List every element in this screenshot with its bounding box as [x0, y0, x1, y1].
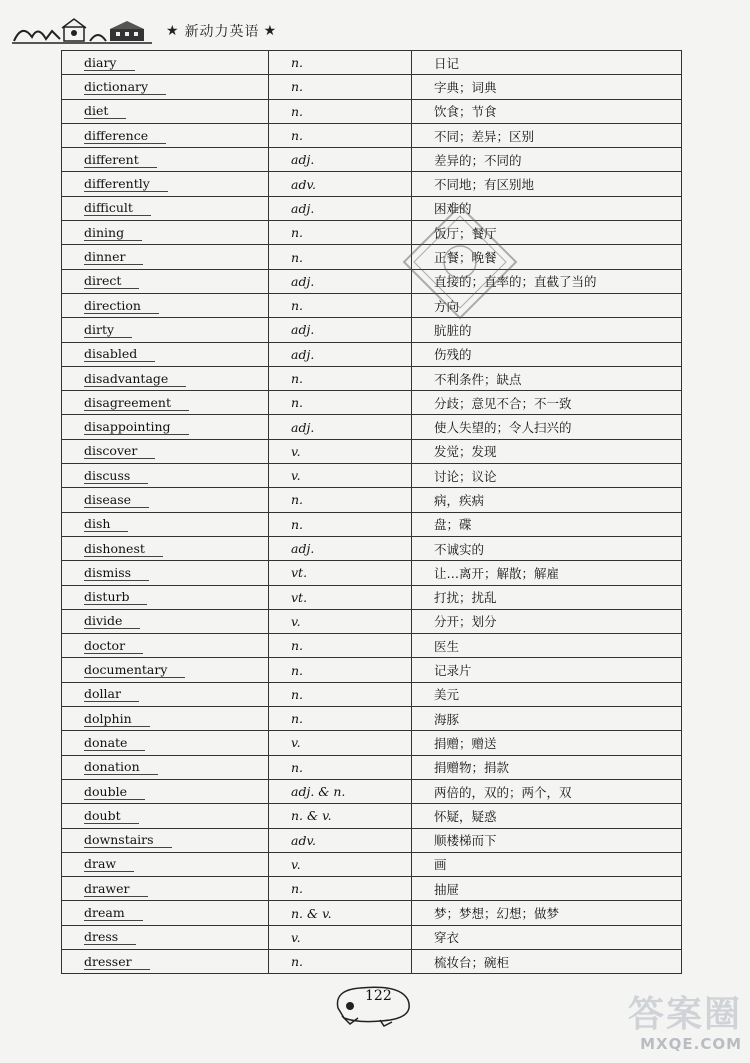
part-of-speech-cell: n. — [269, 123, 412, 147]
word-text: donate — [84, 736, 145, 751]
meaning-cell: 分开；划分 — [412, 609, 682, 633]
word-cell — [62, 877, 269, 901]
table-row — [62, 828, 682, 852]
table-row — [62, 51, 682, 75]
word-text: direction — [84, 299, 159, 314]
meaning-cell: 画 — [412, 852, 682, 876]
word-text: dirty — [84, 323, 132, 338]
meaning-cell: 字典；词典 — [412, 75, 682, 99]
table-row — [62, 196, 682, 220]
table-row — [62, 609, 682, 633]
meaning-cell: 海豚 — [412, 707, 682, 731]
part-of-speech-cell: v. — [269, 439, 412, 463]
table-row — [62, 245, 682, 269]
part-of-speech-cell: n. — [269, 221, 412, 245]
word-text: dismiss — [84, 566, 149, 581]
word-cell — [62, 439, 269, 463]
word-text: discuss — [84, 469, 148, 484]
part-of-speech-cell: n. — [269, 391, 412, 415]
table-row — [62, 366, 682, 390]
part-of-speech-cell: v. — [269, 609, 412, 633]
word-cell — [62, 512, 269, 536]
meaning-cell: 抽屉 — [412, 877, 682, 901]
table-row — [62, 731, 682, 755]
word-text: dish — [84, 517, 128, 532]
table-row — [62, 512, 682, 536]
meaning-cell: 顺楼梯而下 — [412, 828, 682, 852]
part-of-speech-cell: vt. — [269, 561, 412, 585]
meaning-cell: 使人失望的；令人扫兴的 — [412, 415, 682, 439]
meaning-cell: 正餐；晚餐 — [412, 245, 682, 269]
table-row — [62, 682, 682, 706]
word-text: dollar — [84, 687, 139, 702]
table-row — [62, 852, 682, 876]
part-of-speech-cell: adj. — [269, 269, 412, 293]
meaning-cell: 方向 — [412, 293, 682, 317]
table-row — [62, 585, 682, 609]
page-header — [12, 16, 312, 46]
star-icon: ★ — [263, 23, 277, 39]
meaning-cell: 肮脏的 — [412, 318, 682, 342]
table-row — [62, 172, 682, 196]
table-row — [62, 488, 682, 512]
part-of-speech-cell: adj. — [269, 196, 412, 220]
word-text: disabled — [84, 347, 155, 362]
word-text: documentary — [84, 663, 185, 678]
part-of-speech-cell: n. — [269, 245, 412, 269]
word-cell — [62, 779, 269, 803]
meaning-cell: 讨论；议论 — [412, 464, 682, 488]
part-of-speech-cell: adj. — [269, 415, 412, 439]
table-row — [62, 901, 682, 925]
meaning-cell: 直接的；直率的；直截了当的 — [412, 269, 682, 293]
word-text: drawer — [84, 882, 148, 897]
meaning-cell: 不利条件；缺点 — [412, 366, 682, 390]
part-of-speech-cell: adv. — [269, 828, 412, 852]
word-text: dinner — [84, 250, 143, 265]
word-text: double — [84, 785, 145, 800]
watermark-logo-text: 答案圈 — [627, 994, 742, 1035]
word-cell — [62, 269, 269, 293]
watermark-url: MXQE.COM — [640, 1035, 742, 1053]
page-footer — [330, 978, 420, 1028]
part-of-speech-cell: v. — [269, 925, 412, 949]
table-row — [62, 634, 682, 658]
word-text: doctor — [84, 639, 143, 654]
word-text: disturb — [84, 590, 147, 605]
word-cell — [62, 75, 269, 99]
part-of-speech-cell: n. — [269, 755, 412, 779]
word-cell — [62, 293, 269, 317]
table-row — [62, 123, 682, 147]
meaning-cell: 不同地；有区别地 — [412, 172, 682, 196]
word-text: divide — [84, 614, 140, 629]
meaning-cell: 梳妆台；碗柜 — [412, 949, 682, 973]
table-row — [62, 269, 682, 293]
word-cell — [62, 828, 269, 852]
word-cell — [62, 464, 269, 488]
cartoon-dog-icon — [330, 978, 420, 1032]
star-icon: ★ — [166, 23, 179, 39]
table-row — [62, 439, 682, 463]
table-row — [62, 707, 682, 731]
word-text: differently — [84, 177, 168, 192]
part-of-speech-cell: n. & v. — [269, 901, 412, 925]
word-text: dictionary — [84, 80, 166, 95]
table-row — [62, 318, 682, 342]
word-cell — [62, 51, 269, 75]
part-of-speech-cell: n. — [269, 512, 412, 536]
word-text: dining — [84, 226, 142, 241]
word-cell — [62, 123, 269, 147]
word-cell — [62, 318, 269, 342]
word-cell — [62, 221, 269, 245]
word-text: draw — [84, 857, 134, 872]
word-text: direct — [84, 274, 139, 289]
meaning-cell: 捐赠物；捐款 — [412, 755, 682, 779]
meaning-cell: 两倍的，双的；两个，双 — [412, 779, 682, 803]
meaning-cell: 不诚实的 — [412, 536, 682, 560]
meaning-cell: 差异的；不同的 — [412, 148, 682, 172]
word-cell — [62, 609, 269, 633]
meaning-cell: 梦；梦想；幻想；做梦 — [412, 901, 682, 925]
word-text: dream — [84, 906, 143, 921]
meaning-cell: 美元 — [412, 682, 682, 706]
table-row — [62, 75, 682, 99]
table-row — [62, 342, 682, 366]
word-text: difference — [84, 129, 166, 144]
table-row — [62, 99, 682, 123]
page-number: 122 — [365, 988, 392, 1004]
meaning-cell: 困难的 — [412, 196, 682, 220]
site-watermark — [602, 995, 742, 1057]
vocabulary-table — [61, 50, 682, 974]
word-text: discover — [84, 444, 155, 459]
part-of-speech-cell: v. — [269, 731, 412, 755]
part-of-speech-cell: n. — [269, 488, 412, 512]
word-cell — [62, 634, 269, 658]
word-text: dolphin — [84, 712, 150, 727]
part-of-speech-cell: adj. — [269, 148, 412, 172]
meaning-cell: 病，疾病 — [412, 488, 682, 512]
word-text: disease — [84, 493, 149, 508]
table-row — [62, 148, 682, 172]
part-of-speech-cell: v. — [269, 852, 412, 876]
meaning-cell: 记录片 — [412, 658, 682, 682]
part-of-speech-cell: n. — [269, 658, 412, 682]
part-of-speech-cell: adj. — [269, 342, 412, 366]
part-of-speech-cell: n. — [269, 682, 412, 706]
meaning-cell: 盘；碟 — [412, 512, 682, 536]
word-cell — [62, 901, 269, 925]
meaning-cell: 伤残的 — [412, 342, 682, 366]
word-cell — [62, 658, 269, 682]
word-cell — [62, 245, 269, 269]
meaning-cell: 打扰；扰乱 — [412, 585, 682, 609]
table-row — [62, 391, 682, 415]
meaning-cell: 饭厅；餐厅 — [412, 221, 682, 245]
part-of-speech-cell: adj. — [269, 536, 412, 560]
word-cell — [62, 415, 269, 439]
word-cell — [62, 731, 269, 755]
table-row — [62, 804, 682, 828]
word-cell — [62, 755, 269, 779]
word-text: disappointing — [84, 420, 189, 435]
word-cell — [62, 536, 269, 560]
part-of-speech-cell: adj. — [269, 318, 412, 342]
word-cell — [62, 804, 269, 828]
meaning-cell: 让…离开；解散；解雇 — [412, 561, 682, 585]
word-cell — [62, 925, 269, 949]
word-cell — [62, 852, 269, 876]
word-text: dresser — [84, 955, 150, 970]
meaning-cell: 不同；差异；区别 — [412, 123, 682, 147]
table-row — [62, 536, 682, 560]
word-text: different — [84, 153, 157, 168]
word-cell — [62, 148, 269, 172]
meaning-cell: 穿衣 — [412, 925, 682, 949]
meaning-cell: 日记 — [412, 51, 682, 75]
part-of-speech-cell: n. — [269, 366, 412, 390]
part-of-speech-cell: adj. & n. — [269, 779, 412, 803]
table-row — [62, 755, 682, 779]
word-text: downstairs — [84, 833, 172, 848]
meaning-cell: 捐赠；赠送 — [412, 731, 682, 755]
word-text: diary — [84, 56, 135, 71]
meaning-cell: 发觉；发现 — [412, 439, 682, 463]
word-cell — [62, 488, 269, 512]
table-row — [62, 949, 682, 973]
part-of-speech-cell: n. & v. — [269, 804, 412, 828]
word-text: dress — [84, 930, 136, 945]
table-row — [62, 658, 682, 682]
part-of-speech-cell: n. — [269, 293, 412, 317]
word-cell — [62, 585, 269, 609]
meaning-cell: 分歧；意见不合；不一致 — [412, 391, 682, 415]
part-of-speech-cell: n. — [269, 634, 412, 658]
table-row — [62, 415, 682, 439]
word-cell — [62, 99, 269, 123]
meaning-cell: 怀疑，疑惑 — [412, 804, 682, 828]
meaning-cell: 医生 — [412, 634, 682, 658]
part-of-speech-cell: n. — [269, 877, 412, 901]
table-row — [62, 877, 682, 901]
meaning-cell: 饮食；节食 — [412, 99, 682, 123]
word-cell — [62, 682, 269, 706]
part-of-speech-cell: v. — [269, 464, 412, 488]
word-text: dishonest — [84, 542, 163, 557]
word-text: disagreement — [84, 396, 189, 411]
word-cell — [62, 366, 269, 390]
part-of-speech-cell: n. — [269, 99, 412, 123]
part-of-speech-cell: n. — [269, 949, 412, 973]
part-of-speech-cell: n. — [269, 51, 412, 75]
word-text: donation — [84, 760, 158, 775]
word-text: diet — [84, 104, 126, 119]
part-of-speech-cell: n. — [269, 707, 412, 731]
header-title: 新动力英语 — [184, 24, 260, 40]
vocabulary-table-body — [62, 51, 682, 974]
cartoon-school-icon — [12, 17, 162, 45]
word-cell — [62, 707, 269, 731]
table-row — [62, 925, 682, 949]
table-row — [62, 779, 682, 803]
word-cell — [62, 949, 269, 973]
word-cell — [62, 561, 269, 585]
part-of-speech-cell: n. — [269, 75, 412, 99]
word-text: disadvantage — [84, 372, 186, 387]
table-row — [62, 464, 682, 488]
part-of-speech-cell: vt. — [269, 585, 412, 609]
part-of-speech-cell: adv. — [269, 172, 412, 196]
table-row — [62, 561, 682, 585]
word-cell — [62, 342, 269, 366]
table-row — [62, 293, 682, 317]
word-cell — [62, 196, 269, 220]
word-text: difficult — [84, 201, 151, 216]
table-row — [62, 221, 682, 245]
word-cell — [62, 391, 269, 415]
word-cell — [62, 172, 269, 196]
word-text: doubt — [84, 809, 139, 824]
